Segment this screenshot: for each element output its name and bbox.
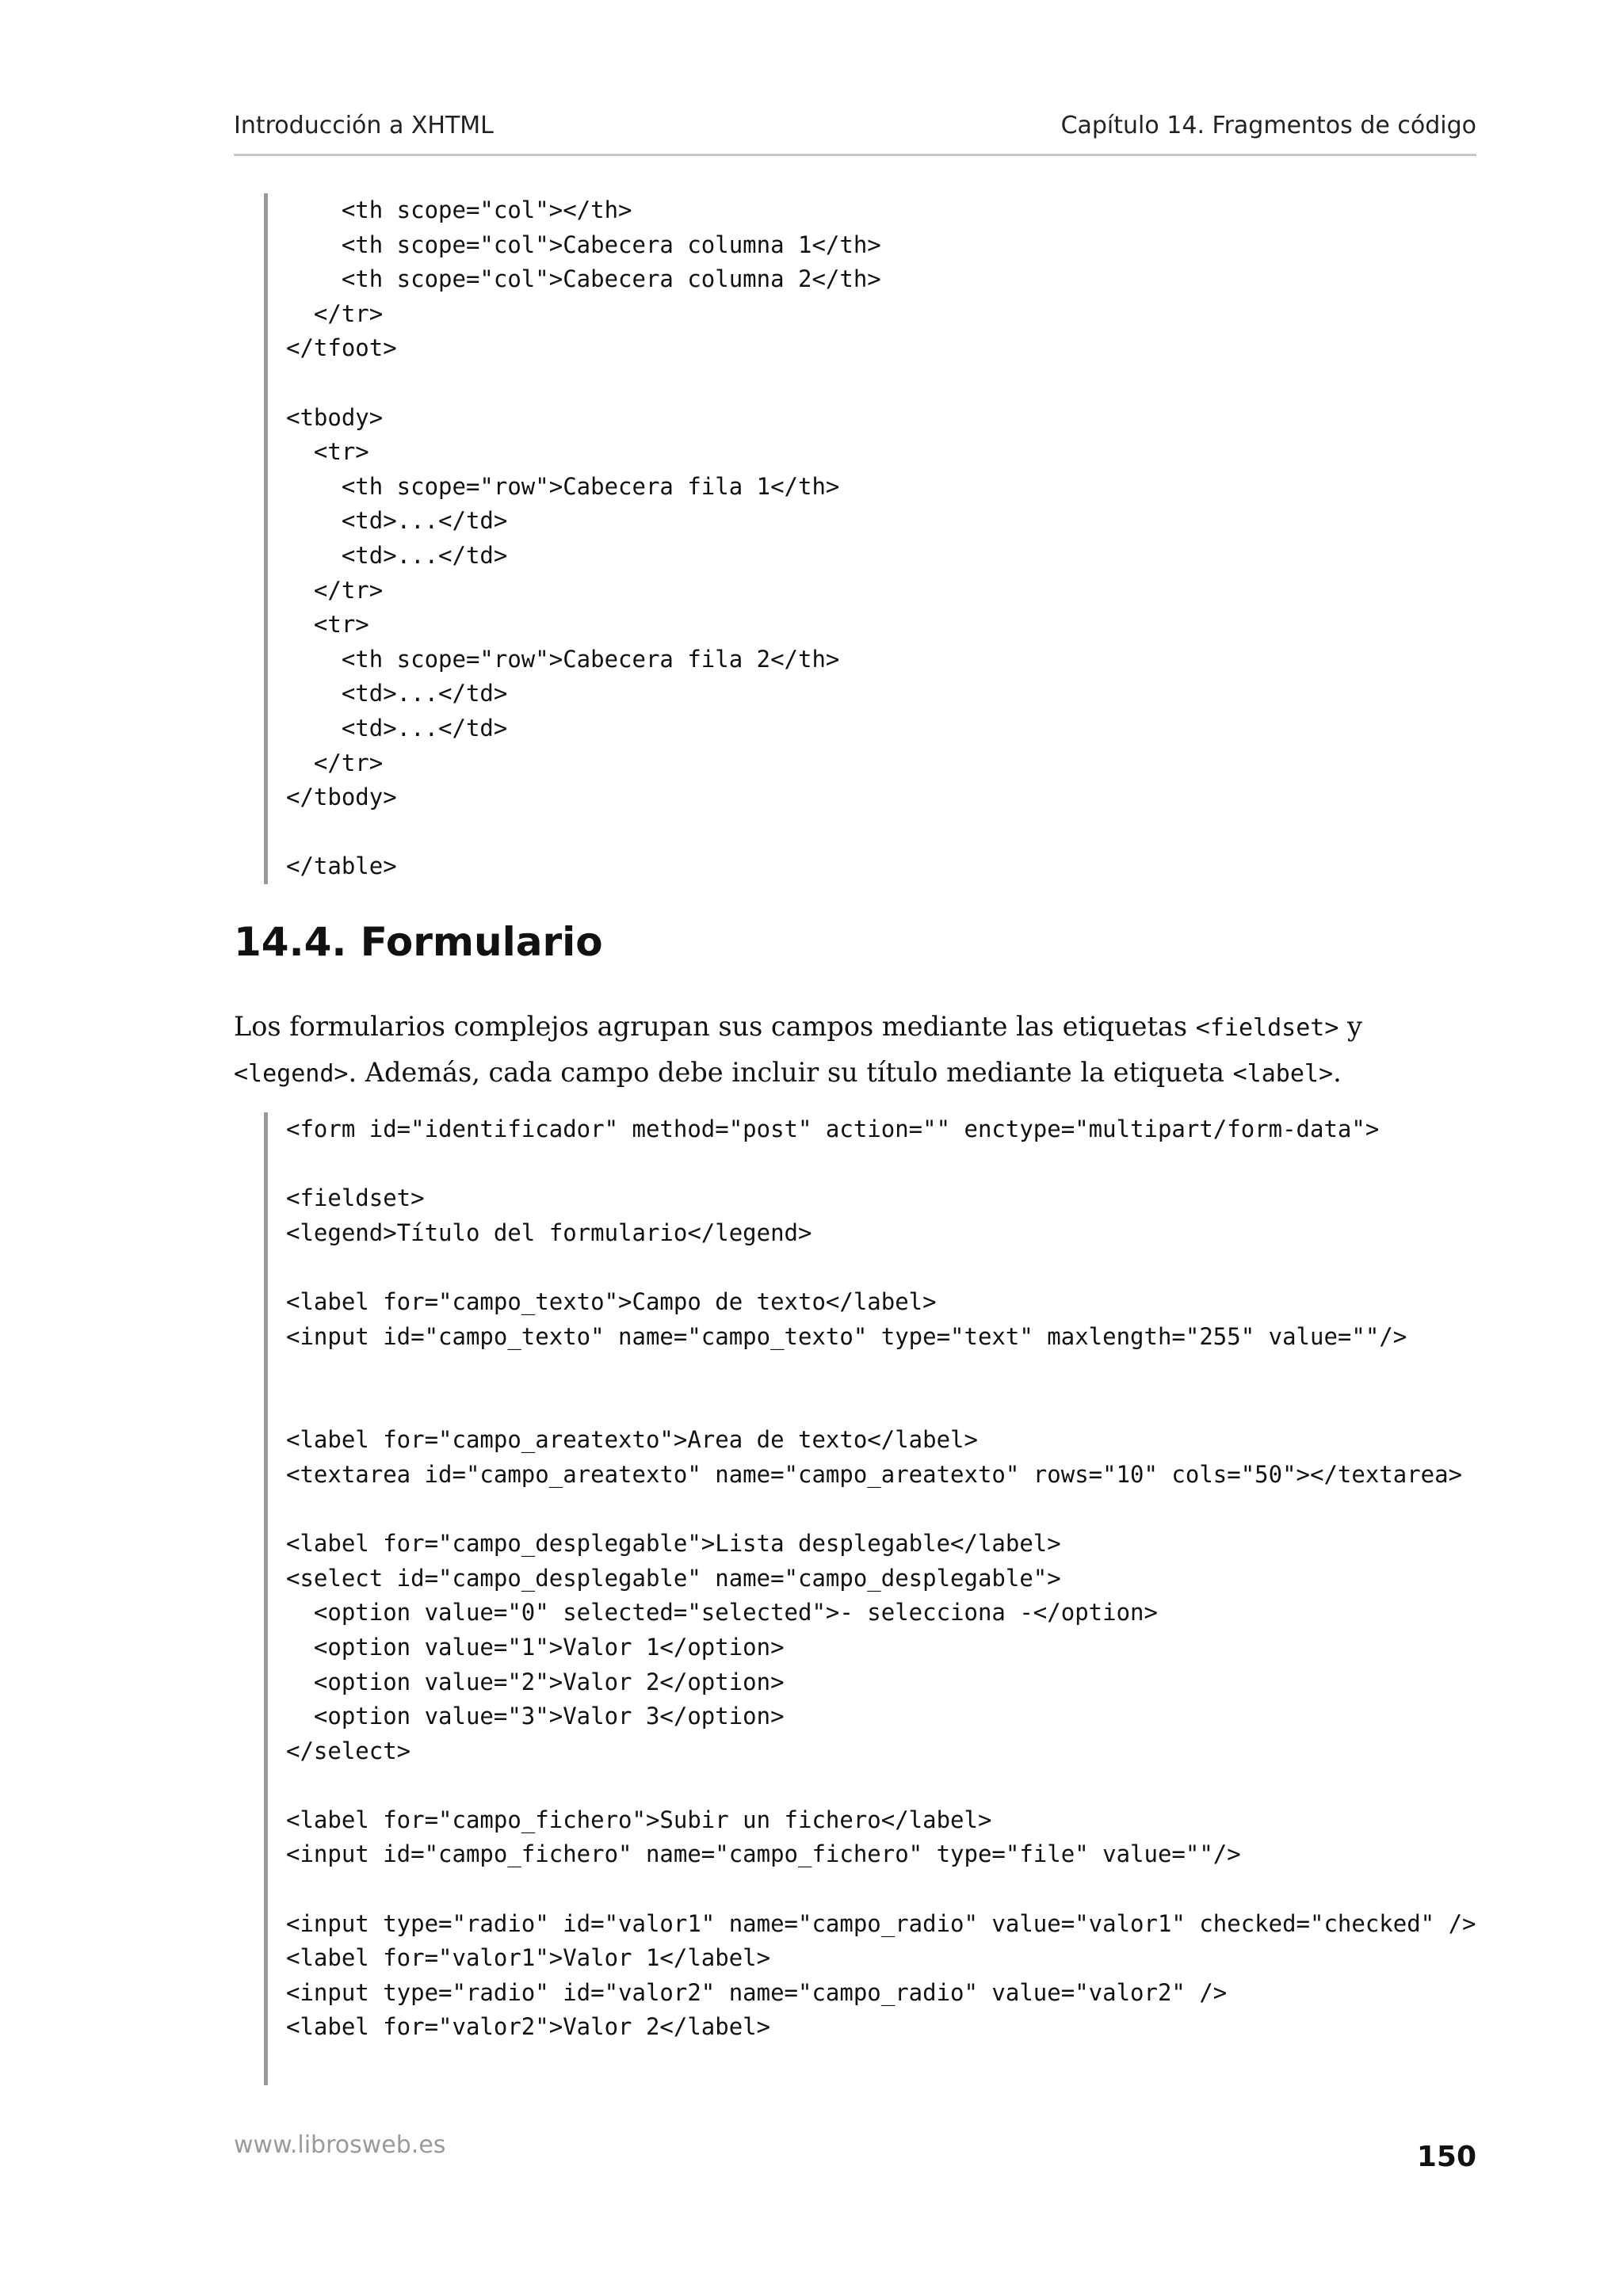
code-line: <legend>Título del formulario</legend>: [286, 1219, 812, 1246]
footer-website-link[interactable]: www.librosweb.es: [234, 2131, 446, 2159]
code-line: <textarea id="campo_areatexto" name="campo_areatexto" rows="10" cols="50"></textarea>: [286, 1460, 1463, 1488]
section-heading: 14.4. Formulario: [234, 919, 603, 965]
code-line: <input id="campo_fichero" name="campo_fichero" type="file" value=""/>: [286, 1840, 1241, 1868]
code-line: <label for="valor1">Valor 1</label>: [286, 1944, 771, 1972]
code-line: [286, 1389, 1476, 1424]
code-line: [286, 1147, 1476, 1182]
inline-code-legend: <legend>: [234, 1060, 349, 1088]
code-line: </tfoot>: [286, 334, 397, 362]
code-line: <input type="radio" id="valor2" name="campo_radio" value="valor2" />: [286, 1978, 1228, 2006]
page-number: 150: [1416, 2141, 1476, 2173]
code-line: <label for="campo_desplegable">Lista desplegable</label>: [286, 1530, 1061, 1558]
code-line: <label for="campo_fichero">Subir un fichero</label>: [286, 1806, 992, 1833]
code-line: <option value="0" selected="selected">- selecciona -</option>: [286, 1599, 1158, 1627]
code-line: <option value="3">Valor 3</option>: [286, 1703, 785, 1730]
code-line: <option value="1">Valor 1</option>: [286, 1633, 785, 1661]
code-line: <tr>: [286, 611, 369, 639]
code-line: [286, 815, 881, 850]
code-line: [286, 1250, 1476, 1285]
paragraph-text: y: [1338, 1011, 1362, 1042]
code-line: <tbody>: [286, 403, 384, 431]
code-line: <input id="campo_texto" name="campo_texto" type="text" maxlength="255" value=""/>: [286, 1322, 1407, 1350]
inline-code-fieldset: <fieldset>: [1195, 1014, 1339, 1042]
header-book-title: Introducción a XHTML: [234, 112, 494, 139]
paragraph-text: . Además, cada campo debe incluir su título mediante la etiqueta: [348, 1057, 1233, 1088]
code-lines: [286, 193, 881, 884]
code-line: <label for="campo_texto">Campo de texto</label>: [286, 1287, 937, 1315]
code-line: <input type="radio" id="valor1" name="campo_radio" value="valor1" checked="checked" />: [286, 1909, 1476, 1937]
inline-code-label: <label>: [1232, 1060, 1334, 1088]
code-line: <td>...</td>: [286, 714, 508, 742]
code-line: </tr>: [286, 576, 384, 604]
code-line: <td>...</td>: [286, 507, 508, 535]
code-line: </tbody>: [286, 784, 397, 811]
code-line: [286, 366, 881, 401]
code-line: [286, 1493, 1476, 1527]
code-line: <th scope="row">Cabecera fila 2</th>: [286, 645, 840, 673]
code-line: <select id="campo_desplegable" name="campo_desplegable">: [286, 1564, 1061, 1592]
intro-paragraph: [234, 1005, 1482, 1097]
code-block-form: [264, 1112, 1476, 2085]
code-line: <label for="campo_areatexto">Area de texto</label>: [286, 1426, 978, 1454]
code-line: [286, 1768, 1476, 1803]
code-line: <td>...</td>: [286, 680, 508, 707]
code-line: <label for="valor2">Valor 2</label>: [286, 2013, 771, 2041]
code-line: <th scope="col">Cabecera columna 2</th>: [286, 265, 881, 293]
code-line: <th scope="col">Cabecera columna 1</th>: [286, 231, 881, 258]
code-line: [286, 1354, 1476, 1389]
paragraph-text: Los formularios complejos agrupan sus campos mediante las etiquetas: [234, 1011, 1196, 1042]
code-line: <th scope="row">Cabecera fila 1</th>: [286, 472, 840, 500]
code-lines: [286, 1112, 1476, 2045]
code-line: <tr>: [286, 438, 369, 466]
page-header: [234, 108, 1476, 156]
code-line: </tr>: [286, 749, 384, 776]
code-line: [286, 1872, 1476, 1907]
code-line: <option value="2">Valor 2</option>: [286, 1668, 785, 1695]
code-line: </select>: [286, 1737, 411, 1764]
code-block-table: [264, 193, 881, 884]
code-line: <th scope="col"></th>: [286, 196, 632, 223]
code-line: </table>: [286, 852, 397, 880]
paragraph-text: .: [1333, 1057, 1342, 1088]
header-chapter-title: Capítulo 14. Fragmentos de código: [1060, 112, 1476, 139]
code-line: <fieldset>: [286, 1184, 425, 1212]
code-line: <form id="identificador" method="post" action="" enctype="multipart/form-data">: [286, 1116, 1380, 1142]
code-line: </tr>: [286, 299, 384, 327]
code-line: <td>...</td>: [286, 541, 508, 569]
